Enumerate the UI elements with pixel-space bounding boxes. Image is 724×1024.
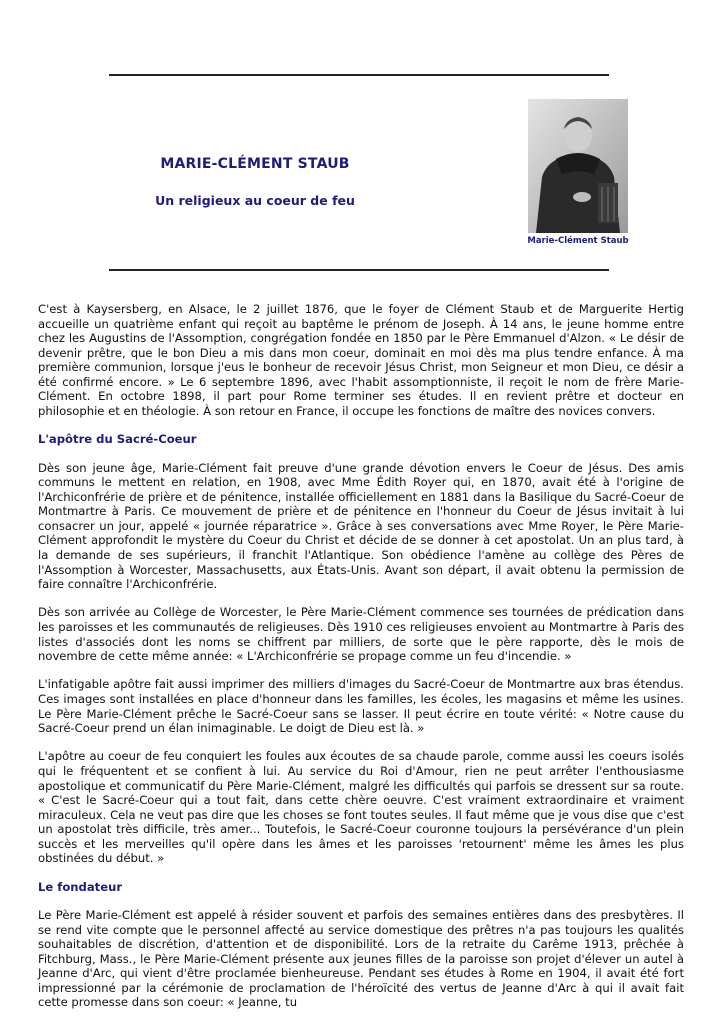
photo-caption: Marie-Clément Staub (527, 236, 629, 246)
article-body (38, 302, 684, 1024)
bottom-divider (109, 269, 609, 271)
section-heading: L'apôtre du Sacré-Coeur (38, 432, 197, 447)
portrait-photo (528, 99, 628, 233)
page-subtitle: Un religieux au coeur de feu (155, 193, 355, 208)
section-heading: Le fondateur (38, 879, 123, 894)
paragraph: Le Père Marie-Clément est appelé à résider souvent et parfois des semaines entières dans des presbytères. Il se rend vite compte que le personnel affecté au service domestique des prêtres n'a pas toujours les qualités souhaitables de discrétion, d'attention et de disponibilité. Lors de la retraite du Carême 1913, prêchée à Fitchburg, Mass., le Père Marie-Clément présente aux jeunes filles de la paroisse son projet d'élever un autel à Jeanne d'Arc, qui vient d'être proclamée bienheureuse. Pendant ses études à Rome en 1904, il avait été fort impressionné par la cérémonie de proclamation de l'héroïcité des vertus de Jeanne d'Arc à qui il avait fait cette promesse dans son coeur: « Jeanne, tu (38, 908, 684, 1010)
top-divider (109, 74, 609, 76)
paragraph: L'infatigable apôtre fait aussi imprimer des milliers d'images du Sacré-Coeur de Montmartre aux bras étendus. Ces images sont installées en place d'honneur dans les familles, les écoles, les magasins et même les usines. Le Père Marie-Clément prêche le Sacré-Coeur sans se lasser. Il peut écrire en toute vérité: « Notre cause du Sacré-Coeur prend un élan inimaginable. Le doigt de Dieu est là. » (38, 677, 684, 736)
paragraph: C'est à Kaysersberg, en Alsace, le 2 juillet 1876, que le foyer de Clément Staub et de Marguerite Hertig accueille un quatrième enfant qui reçoit au baptême le prénom de Joseph. À 14 ans, le jeune homme entre chez les Augustins de l'Assomption, congrégation fondée en 1850 par le Père Emmanuel d'Alzon. « Le désir de devenir prêtre, que le bon Dieu a mis dans mon coeur, dominait en moi dès ma plus tendre enfance. À ma première communion, lorsque j'eus le bonheur de recevoir Jésus Christ, mon Seigneur et mon Dieu, ce désir a été confirmé encore. » Le 6 septembre 1896, avec l'habit assomptionniste, il reçoit le nom de frère Marie-Clément. En octobre 1898, il part pour Rome terminer ses études. Il en revient prêtre et docteur en philosophie et en théologie. À son retour en France, il occupe les fonctions de maître des novices convers. (38, 302, 684, 418)
paragraph: Dès son jeune âge, Marie-Clément fait preuve d'une grande dévotion envers le Coeur de Jésus. Des amis communs le mettent en relation, en 1908, avec Mme Édith Royer qui, en 1870, avait été à l'origine de l'Archiconfrérie de prière et de pénitence, installée officiellement en 1881 dans la Basilique du Sacré-Coeur de Montmartre à Paris. Ce mouvement de prière et de pénitence en l'honneur du Coeur de Jésus invitait à lui consacrer un jour, appelé « journée réparatrice ». Grâce à ses conversations avec Mme Royer, le Père Marie-Clément approfondit le mystère du Coeur du Christ et décide de se donner à cet apostolat. Un an plus tard, à la demande de ses supérieurs, il franchit l'Atlantique. Son obédience l'amène au collège des Pères de l'Assomption à Worcester, Massachusetts, aux États-Unis. Avant son départ, il avait obtenu la permission de faire connaître l'Archiconfrérie. (38, 460, 684, 592)
paragraph: Dès son arrivée au Collège de Worcester, le Père Marie-Clément commence ses tournées de prédication dans les paroisses et les communautés de religieuses. Dès 1910 ces religieuses envoient au Montmartre à Paris des listes d'associés dont les noms se chiffrent par milliers, de sorte que le père rapporte, dès le mois de novembre de cette même année: « L'Archiconfrérie se propage comme un feu d'incendie. » (38, 605, 684, 664)
paragraph: L'apôtre au coeur de feu conquiert les foules aux écoutes de sa chaude parole, comme aussi les coeurs isolés qui le fréquentent et se confient à lui. Au service du Roi d'Amour, rien ne peut arrêter l'enthousiasme apostolique et communicatif du Père Marie-Clément, malgré les difficultés qui parfois se dressent sur sa route. « C'est le Sacré-Coeur qui a tout fait, dans cette chère oeuvre. C'est vraiment extraordinaire et vraiment miraculeux. Cela ne veut pas dire que les choses se font toutes seules. Il faut même que je vous dise que c'est un apostolat très difficile, très amer... Toutefois, le Sacré-Coeur couronne toujours la persévérance d'un plein succès et les merveilles qu'il opère dans les âmes et les paroisses 'retournent' même les âmes les plus obstinées du début. » (38, 749, 684, 866)
page-title: MARIE-CLÉMENT STAUB (160, 156, 350, 172)
